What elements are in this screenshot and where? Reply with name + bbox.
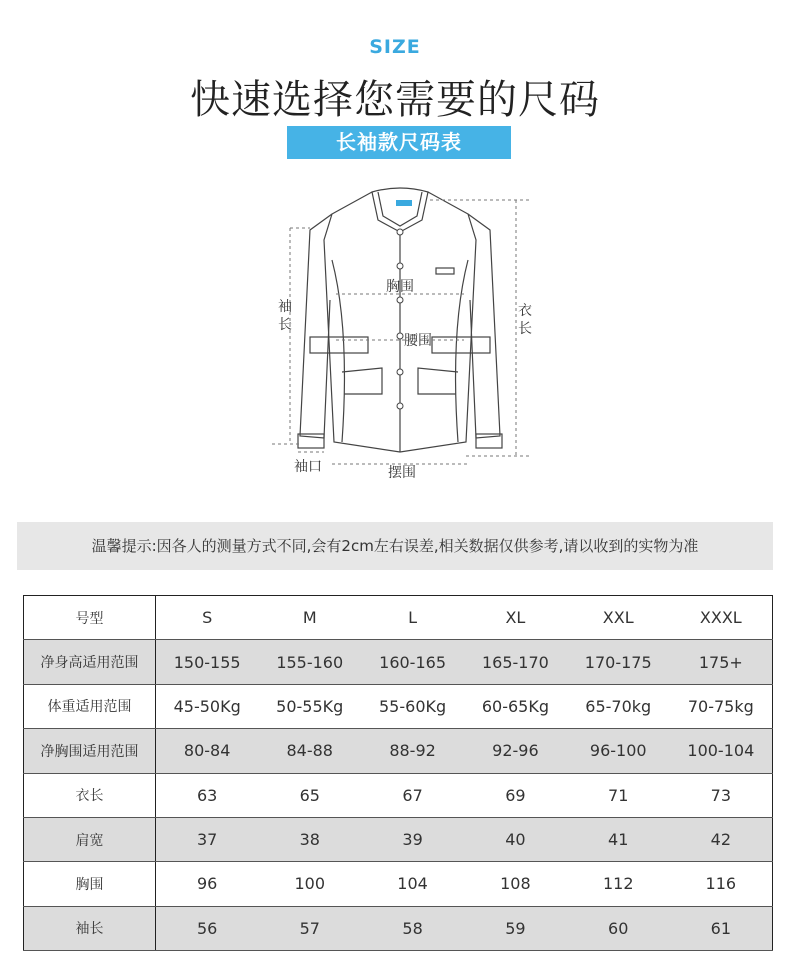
table-header-cell: S: [156, 596, 259, 640]
row-label: 体重适用范围: [24, 684, 156, 728]
table-cell: 60-65Kg: [464, 684, 567, 728]
row-label: 衣长: [24, 773, 156, 817]
cuff-label: 袖口: [294, 459, 322, 475]
table-cell: 45-50Kg: [156, 684, 259, 728]
table-cell: 50-55Kg: [258, 684, 361, 728]
table-row: [24, 817, 773, 861]
table-cell: 37: [156, 817, 259, 861]
table-cell: 160-165: [361, 640, 464, 684]
row-label: 袖长: [24, 906, 156, 950]
size-chart-table: [23, 595, 773, 951]
row-label: 净身高适用范围: [24, 640, 156, 684]
jacket-outline-illustration: [250, 180, 550, 480]
table-cell: 70-75kg: [670, 684, 773, 728]
table-cell: 42: [670, 817, 773, 861]
row-label: 肩宽: [24, 817, 156, 861]
table-header-cell: M: [258, 596, 361, 640]
table-row: [24, 906, 773, 950]
waist-label: 腰围: [404, 333, 432, 349]
table-cell: 96: [156, 862, 259, 906]
table-cell: 96-100: [567, 729, 670, 773]
table-cell: 116: [670, 862, 773, 906]
table-row: [24, 684, 773, 728]
table-row: [24, 862, 773, 906]
table-header-row: [24, 596, 773, 640]
table-cell: 165-170: [464, 640, 567, 684]
table-cell: 65-70kg: [567, 684, 670, 728]
table-header-cell: XXXL: [670, 596, 773, 640]
table-cell: 150-155: [156, 640, 259, 684]
chest-label: 胸围: [386, 279, 414, 295]
table-cell: 56: [156, 906, 259, 950]
table-row: [24, 729, 773, 773]
table-cell: 69: [464, 773, 567, 817]
table-cell: 100: [258, 862, 361, 906]
table-cell: 92-96: [464, 729, 567, 773]
measurement-tip: 温馨提示:因各人的测量方式不同,会有2cm左右误差,相关数据仅供参考,请以收到的实物为准: [17, 522, 773, 570]
table-subtitle-badge: 长袖款尺码表: [287, 126, 511, 159]
table-cell: 38: [258, 817, 361, 861]
size-label: SIZE: [369, 36, 421, 58]
table-header-cell: XL: [464, 596, 567, 640]
garment-length-label: 衣长: [518, 303, 532, 337]
table-cell: 58: [361, 906, 464, 950]
jacket-measurement-diagram: [250, 180, 550, 480]
table-cell: 80-84: [156, 729, 259, 773]
table-cell: 40: [464, 817, 567, 861]
table-cell: 57: [258, 906, 361, 950]
table-cell: 84-88: [258, 729, 361, 773]
table-header-cell: L: [361, 596, 464, 640]
page-title: 快速选择您需要的尺码: [190, 77, 600, 123]
table-row: [24, 773, 773, 817]
table-cell: 65: [258, 773, 361, 817]
table-cell: 63: [156, 773, 259, 817]
table-cell: 175+: [670, 640, 773, 684]
row-label: 胸围: [24, 862, 156, 906]
table-cell: 104: [361, 862, 464, 906]
table-cell: 59: [464, 906, 567, 950]
hem-label: 摆围: [388, 465, 416, 481]
table-cell: 100-104: [670, 729, 773, 773]
table-cell: 67: [361, 773, 464, 817]
table-header-cell: XXL: [567, 596, 670, 640]
table-cell: 39: [361, 817, 464, 861]
row-label: 净胸围适用范围: [24, 729, 156, 773]
table-cell: 41: [567, 817, 670, 861]
table-cell: 73: [670, 773, 773, 817]
table-row: [24, 640, 773, 684]
table-header-cell: 号型: [24, 596, 156, 640]
table-cell: 61: [670, 906, 773, 950]
sleeve-length-label: 袖长: [278, 299, 292, 333]
table-cell: 155-160: [258, 640, 361, 684]
table-cell: 55-60Kg: [361, 684, 464, 728]
table-cell: 60: [567, 906, 670, 950]
table-cell: 71: [567, 773, 670, 817]
table-cell: 170-175: [567, 640, 670, 684]
table-cell: 112: [567, 862, 670, 906]
table-cell: 108: [464, 862, 567, 906]
table-cell: 88-92: [361, 729, 464, 773]
